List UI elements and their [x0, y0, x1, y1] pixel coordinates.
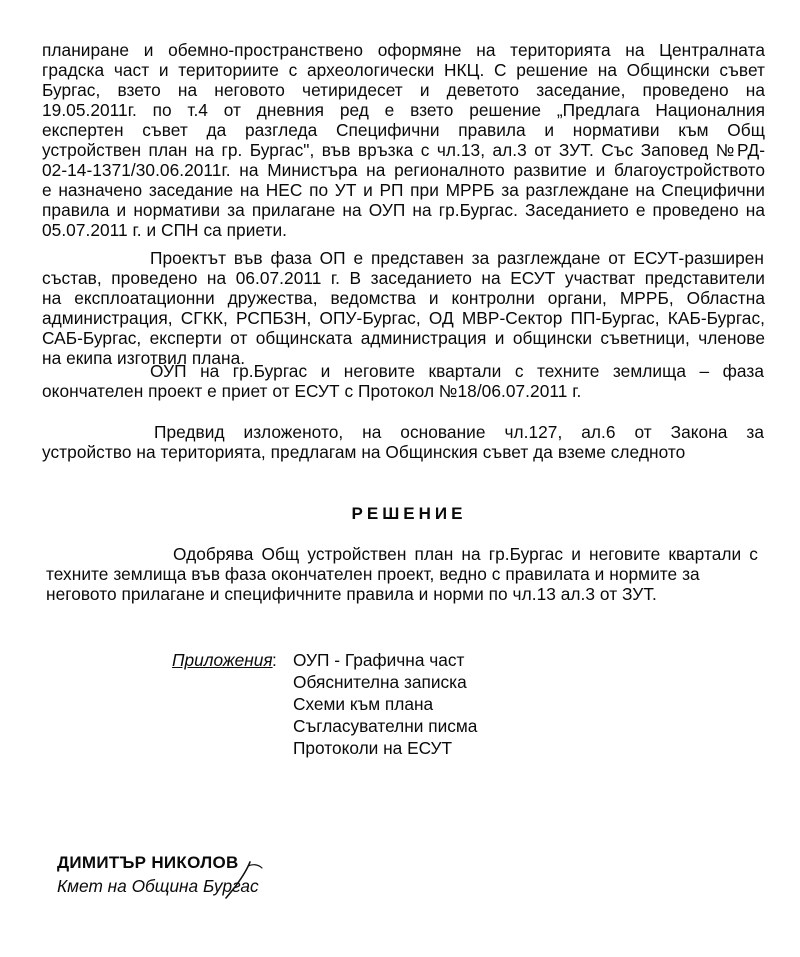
- text-line: САБ-Бургас, експерти от общинската администрация и общински съветници, членове: [42, 328, 765, 348]
- text-line: Бургас, взето на неговото четиридесет и деветото заседание, проведено на: [42, 80, 765, 100]
- text-line: на екипа изготвил плана.: [42, 348, 246, 368]
- attachment-item: Схеми към плана: [293, 694, 434, 714]
- text-line: градска част и териториите с археологически НКЦ. С решение на Общински съвет: [42, 60, 765, 80]
- attachments-label: Приложения: [172, 650, 273, 670]
- text-line: правила и нормативи за прилагане на ОУП на гр.Бургас. Заседанието е проведено на: [42, 200, 765, 220]
- text-line: техните землища във фаза окончателен проект, ведно с правилата и нормите за: [46, 564, 700, 584]
- attachment-item: Съгласувателни писма: [293, 716, 478, 736]
- text-line: администрация, СГКК, РСПБЗН, ОПУ-Бургас, ОД МВР-Сектор ПП-Бургас, КАБ-Бургас,: [42, 308, 765, 328]
- text-line: Проектът във фаза ОП е представен за разглеждане от ЕСУТ-разширен: [150, 248, 764, 268]
- text-line: Предвид изложеното, на основание чл.127, ал.6 от Закона за: [154, 422, 764, 442]
- signatory-title: Кмет на Община Бургас: [57, 876, 259, 896]
- attachments-colon: :: [272, 650, 277, 670]
- text-line: на експлоатационни дружества, ведомства и контролни органи, МРРБ, Областна: [42, 288, 765, 308]
- text-line: 19.05.2011г. по т.4 от дневния ред е взето решение „Предлага Националния: [42, 100, 765, 120]
- text-line: ОУП на гр.Бургас и неговите квартали с техните землища – фаза: [150, 361, 764, 381]
- text-line: устройствен план на гр. Бургас", във връзка с чл.13, ал.3 от ЗУТ. Със Заповед №РД-: [42, 140, 765, 160]
- text-line: Одобрява Общ устройствен план на гр.Бургас и неговите квартали с: [173, 544, 758, 564]
- text-line: 02-14-1371/30.06.2011г. на Министъра на регионалното развитие и благоустройството: [42, 160, 765, 180]
- text-line: експертен съвет да разгледа Специфични правила и нормативи към Общ: [42, 120, 765, 140]
- attachment-item: Обяснителна записка: [293, 672, 467, 692]
- handwritten-signature-icon: [222, 858, 272, 902]
- text-line: планиране и обемно-пространствено оформяне на територията на Централната: [42, 40, 765, 60]
- decision-title: РЕШЕНИЕ: [351, 504, 467, 523]
- attachment-item: Протоколи на ЕСУТ: [293, 738, 453, 758]
- text-line: окончателен проект е приет от ЕСУТ с Протокол №18/06.07.2011 г.: [42, 381, 582, 401]
- text-line: устройство на територията, предлагам на Общинския съвет да вземе следното: [42, 442, 686, 462]
- text-line: неговото прилагане и специфичните правила и норми по чл.13 ал.3 от ЗУТ.: [46, 584, 657, 604]
- text-line: 05.07.2011 г. и СПН са приети.: [42, 220, 288, 240]
- signatory-name: ДИМИТЪР НИКОЛОВ: [57, 853, 239, 872]
- text-line: състав, проведено на 06.07.2011 г. В заседанието на ЕСУТ участват представители: [42, 268, 765, 288]
- attachment-item: ОУП - Графична част: [293, 650, 465, 670]
- text-line: е назначено заседание на НЕС по УТ и РП при МРРБ за разглеждане на Специфични: [42, 180, 765, 200]
